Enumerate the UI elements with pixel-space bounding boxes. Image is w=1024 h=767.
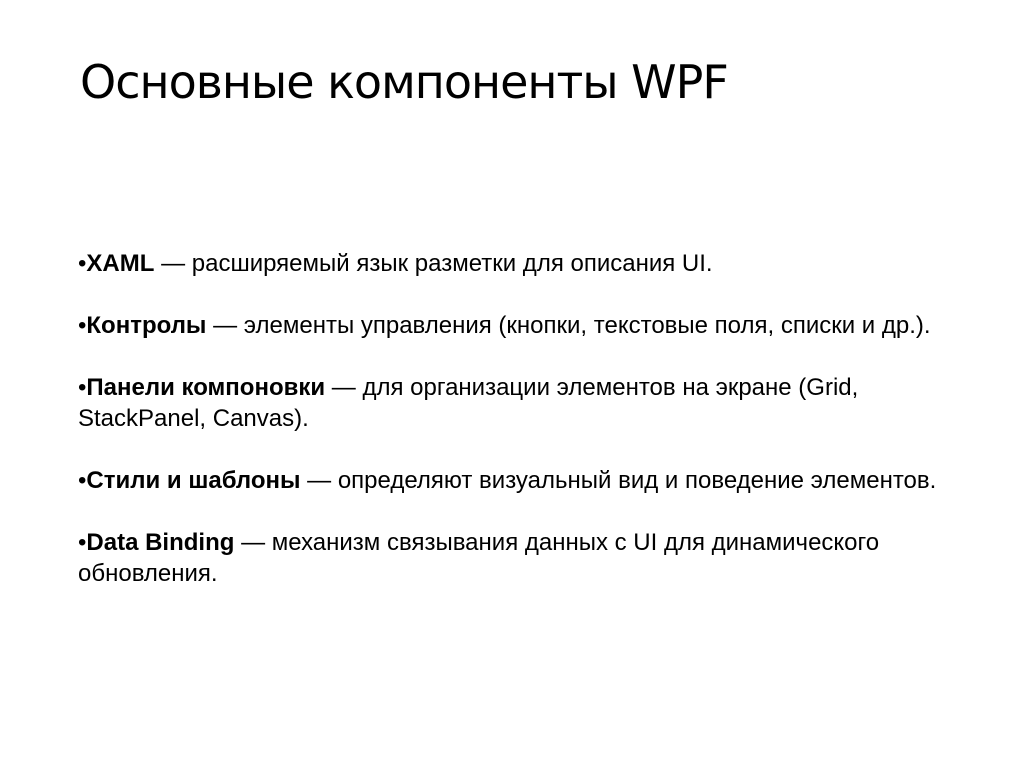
item-description: — для организации элементов на экране (Grid, StackPanel, Canvas).: [78, 374, 859, 432]
list-item-xaml: [78, 248, 958, 279]
item-description: — элементы управления (кнопки, текстовые поля, списки и др.).: [206, 312, 931, 339]
item-description: — определяют визуальный вид и поведение элементов.: [300, 467, 937, 494]
list-item-controls: [78, 310, 958, 341]
list-item-styles-templates: [78, 465, 958, 496]
bullet-marker: •: [78, 374, 87, 401]
item-term: Data Binding: [86, 529, 235, 556]
bullet-marker: •: [78, 312, 87, 339]
item-description: — механизм связывания данных с UI для динамического обновления.: [78, 529, 880, 587]
bullet-marker: •: [78, 467, 87, 494]
list-item-data-binding: [78, 527, 958, 589]
item-term: Стили и шаблоны: [86, 467, 301, 494]
item-term: Панели компоновки: [86, 374, 326, 401]
bullet-list: [78, 248, 958, 589]
item-term: XAML: [86, 250, 155, 277]
item-term: Контролы: [86, 312, 207, 339]
item-description: — расширяемый язык разметки для описания UI.: [154, 250, 713, 277]
slide-title: Основные компоненты WPF: [80, 55, 728, 109]
bullet-marker: •: [78, 250, 87, 277]
bullet-marker: •: [78, 529, 87, 556]
list-item-layout-panels: [78, 372, 958, 434]
